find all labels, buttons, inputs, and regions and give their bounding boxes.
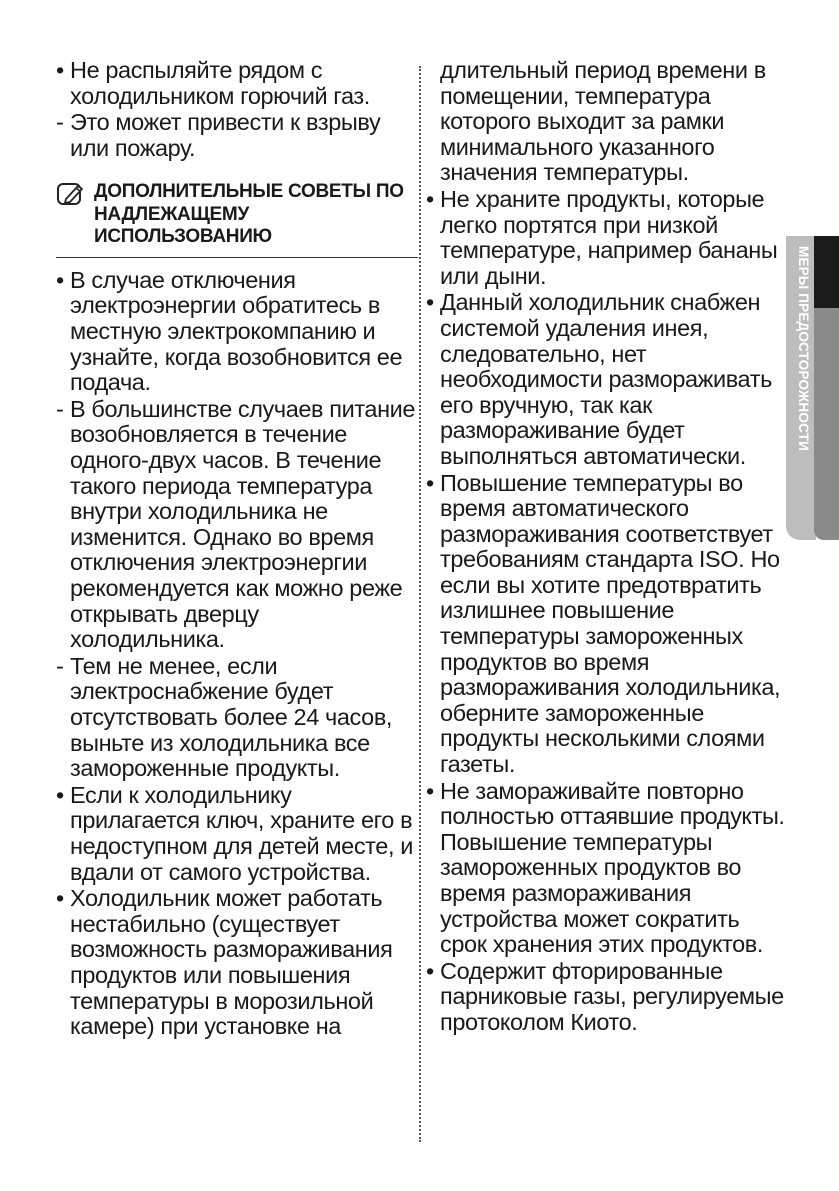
note-pencil-icon	[56, 181, 86, 207]
dash-marker: -	[56, 109, 64, 136]
bullet-marker: •	[56, 885, 64, 912]
list-item	[56, 886, 418, 1040]
item-text: длительный период времени в помещении, температура которого выходит за рамки минимального указанного значения температуры.	[440, 57, 766, 186]
list-item	[56, 654, 418, 782]
dash-marker: -	[56, 395, 64, 422]
list-item	[56, 397, 418, 653]
list-item	[56, 268, 418, 396]
item-text: В случае отключения электроэнергии обратитесь в местную электрокомпанию и узнайте, когда возобновится ее подача.	[70, 266, 403, 396]
tip-heading-text: ДОПОЛНИТЕЛЬНЫЕ СОВЕТЫ ПО НАДЛЕЖАЩЕМУ ИСПОЛЬЗОВАНИЮ	[94, 181, 404, 248]
list-item-continuation	[426, 58, 788, 186]
item-text: Холодильник может работать нестабильно (существует возможность размораживания продуктов или повышения температуры в морозильной камере) при установке на	[70, 885, 393, 1040]
item-text: Не распыляйте рядом с холодильником горючий газ.	[70, 57, 370, 109]
left-column	[56, 58, 418, 1041]
list-item	[56, 58, 418, 109]
item-text: Не храните продукты, которые легко портятся при низкой температуре, например бананы или дыни.	[440, 185, 778, 289]
dash-marker: -	[56, 652, 64, 679]
list-item	[426, 187, 788, 289]
item-text: Не замораживайте повторно полностью оттаявшие продукты. Повышение температуры замороженных продуктов во время размораживания устройства может сократить срок хранения этих продуктов.	[440, 777, 785, 958]
bullet-marker: •	[56, 781, 64, 808]
bullet-marker: •	[426, 185, 434, 212]
tip-heading	[56, 181, 418, 258]
tab-dark-block	[814, 236, 839, 308]
section-side-tab	[786, 236, 839, 540]
item-text: Данный холодильник снабжен системой удаления инея, следовательно, нет необходимости размораживать его вручную, так как размораживание будет выполняться автоматически.	[440, 289, 772, 469]
item-text: Повышение температуры во время автоматического размораживания соответствует требованиям стандарта ISO. Но если вы хотите предотвратить излишнее повышение температуры замороженных продуктов во время размораживания холодильника, оберните замороженные продукты несколькими слоями газеты.	[440, 469, 781, 778]
bullet-marker: •	[426, 469, 434, 496]
list-item	[426, 959, 788, 1036]
column-divider	[419, 66, 421, 1142]
item-text: Тем не менее, если электроснабжение будет отсутствовать более 24 часов, выньте из холодильника все замороженные продукты.	[70, 652, 393, 782]
bullet-marker: •	[56, 266, 64, 293]
bullet-marker: •	[426, 957, 434, 984]
item-text: Содержит фторированные парниковые газы, регулируемые протоколом Киото.	[440, 957, 784, 1035]
tab-grey-block	[814, 308, 839, 540]
bullet-marker: •	[426, 777, 434, 804]
list-item	[426, 779, 788, 958]
item-text: В большинстве случаев питание возобновляется в течение одного-двух часов. В течение такого периода температура внутри холодильника не изменится. Однако во время отключения электроэнергии рекомендуется как можно реже открывать дверцу холодильника.	[70, 395, 416, 653]
list-item	[56, 110, 418, 161]
right-column	[426, 58, 788, 1037]
side-tab-label: МЕРЫ ПРЕДОСТОРОЖНОСТИ	[796, 246, 811, 452]
bullet-marker: •	[56, 57, 64, 83]
bullet-marker: •	[426, 289, 434, 316]
list-item	[426, 471, 788, 778]
item-text: Если к холодильнику прилагается ключ, храните его в недоступном для детей месте, и вдали от самого устройства.	[70, 781, 413, 885]
list-item	[426, 290, 788, 469]
list-item	[56, 783, 418, 885]
item-text: Это может привести к взрыву или пожару.	[70, 109, 381, 161]
